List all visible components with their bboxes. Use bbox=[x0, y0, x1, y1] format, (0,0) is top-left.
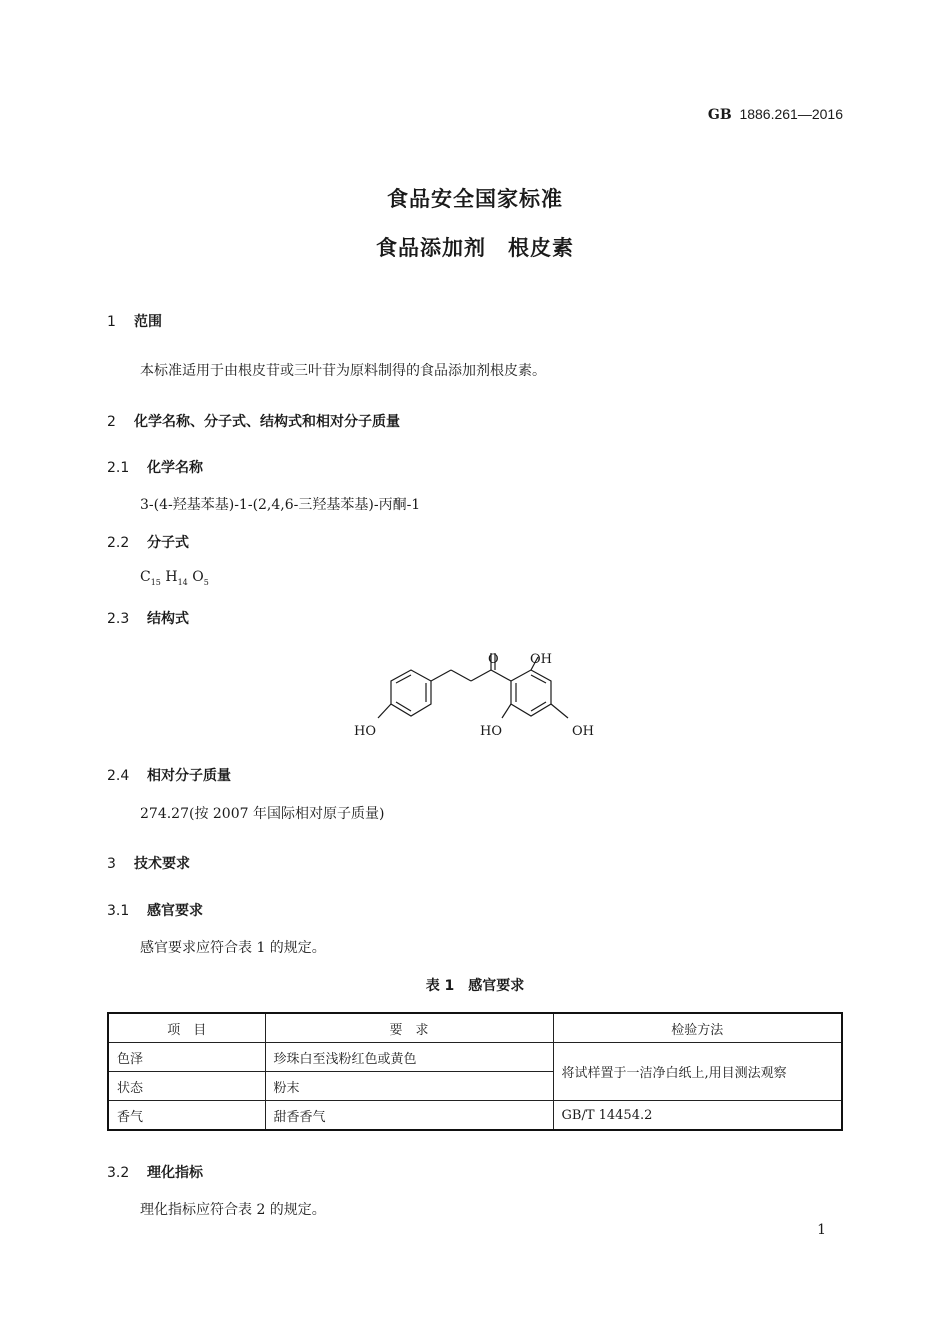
carbonyl-oxygen-label: O bbox=[488, 652, 499, 667]
section-title: 范围 bbox=[134, 314, 162, 330]
section-3-2-heading bbox=[107, 1162, 203, 1182]
sensory-requirements-table bbox=[107, 1012, 843, 1131]
table-cell-item: 状态 bbox=[108, 1072, 265, 1101]
section-number: 2.1 bbox=[107, 460, 130, 476]
sub-title: 食品添加剂 根皮素 bbox=[376, 236, 574, 260]
section-2-1-heading bbox=[107, 457, 203, 477]
section-title: 化学名称、分子式、结构式和相对分子质量 bbox=[134, 414, 400, 430]
table-cell-requirement: 珍珠白至浅粉红色或黄色 bbox=[265, 1043, 553, 1072]
structural-formula bbox=[340, 645, 610, 745]
hydroxyl-left-label: HO bbox=[354, 724, 376, 739]
section-number: 2 bbox=[107, 414, 116, 430]
page-number: 1 bbox=[817, 1222, 826, 1238]
table-cell-requirement: 甜香香气 bbox=[265, 1101, 553, 1131]
main-title: 食品安全国家标准 bbox=[387, 187, 563, 211]
section-title: 感官要求 bbox=[147, 903, 203, 919]
section-1-text: 本标准适用于由根皮苷或三叶苷为原料制得的食品添加剂根皮素。 bbox=[140, 363, 546, 379]
table-cell-item: 香气 bbox=[108, 1101, 265, 1131]
section-number: 2.3 bbox=[107, 611, 130, 627]
table-header-requirement: 要 求 bbox=[265, 1013, 553, 1043]
section-title: 理化指标 bbox=[147, 1165, 203, 1181]
hydroxyl-right-label: OH bbox=[572, 724, 594, 739]
section-2-heading bbox=[107, 411, 400, 431]
hydroxyl-top-label: OH bbox=[530, 652, 552, 667]
table-1-caption: 表 1 感官要求 bbox=[425, 978, 525, 994]
molecular-mass: 274.27(按 2007 年国际相对原子质量) bbox=[140, 806, 385, 822]
section-title: 相对分子质量 bbox=[147, 768, 231, 784]
table-cell-method: 将试样置于一洁净白纸上,用目测法观察 bbox=[553, 1043, 842, 1101]
section-number: 2.2 bbox=[107, 535, 130, 551]
standard-code: 1886.261—2016 bbox=[739, 106, 843, 122]
hydroxyl-bottom-label: HO bbox=[480, 724, 502, 739]
gb-prefix: GB bbox=[707, 107, 732, 123]
table-header-item: 项 目 bbox=[108, 1013, 265, 1043]
table-cell-method: GB/T 14454.2 bbox=[553, 1101, 842, 1131]
table-cell-item: 色泽 bbox=[108, 1043, 265, 1072]
table-header-method: 检验方法 bbox=[553, 1013, 842, 1043]
table-header-row bbox=[108, 1013, 842, 1043]
table-row bbox=[108, 1043, 842, 1072]
phenyl-ring bbox=[391, 670, 431, 716]
section-3-1-text: 感官要求应符合表 1 的规定。 bbox=[140, 940, 326, 956]
section-number: 3.2 bbox=[107, 1165, 130, 1181]
trihydroxyphenyl-ring bbox=[511, 670, 551, 716]
section-2-2-heading bbox=[107, 532, 189, 552]
section-title: 分子式 bbox=[147, 535, 189, 551]
section-2-3-heading bbox=[107, 608, 189, 628]
section-title: 结构式 bbox=[147, 611, 189, 627]
molecular-formula: $C_{15}$ $H_{14}$ $O_5$ bbox=[140, 569, 209, 587]
table-cell-requirement: 粉末 bbox=[265, 1072, 553, 1101]
section-number: 3 bbox=[107, 856, 116, 872]
section-3-1-heading bbox=[107, 900, 203, 920]
section-number: 2.4 bbox=[107, 768, 130, 784]
section-3-heading bbox=[107, 853, 190, 873]
section-1-heading bbox=[107, 311, 162, 331]
standard-number bbox=[708, 106, 843, 123]
section-2-4-heading bbox=[107, 765, 231, 785]
section-number: 1 bbox=[107, 314, 116, 330]
section-title: 技术要求 bbox=[134, 856, 190, 872]
chemical-name: 3-(4-羟基苯基)-1-(2,4,6-三羟基苯基)-丙酮-1 bbox=[140, 497, 421, 513]
section-title: 化学名称 bbox=[147, 460, 203, 476]
section-number: 3.1 bbox=[107, 903, 130, 919]
section-3-2-text: 理化指标应符合表 2 的规定。 bbox=[140, 1202, 326, 1218]
table-row bbox=[108, 1101, 842, 1131]
